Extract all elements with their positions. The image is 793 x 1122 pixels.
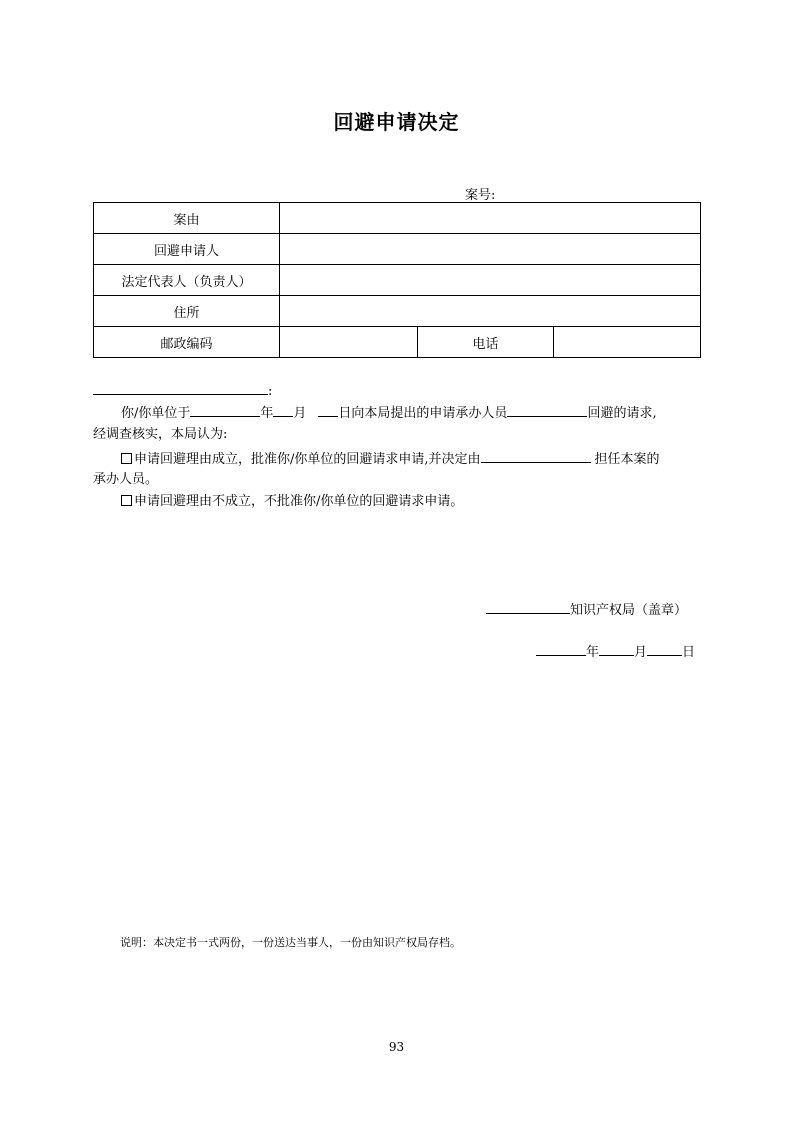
- applicant-value[interactable]: [280, 234, 701, 265]
- sign-month-label: 月: [634, 645, 648, 660]
- sign-month-blank[interactable]: [599, 641, 634, 656]
- option-1-line-2: [93, 470, 158, 490]
- sign-year-blank[interactable]: [536, 641, 586, 656]
- month-label: 月: [293, 406, 307, 421]
- phone-label: 电话: [418, 327, 554, 358]
- signature-date-line: [536, 641, 695, 663]
- addressee-blank[interactable]: [93, 380, 268, 395]
- postcode-label: 邮政编码: [94, 327, 280, 358]
- assigned-staff-blank[interactable]: [481, 448, 591, 463]
- day-blank[interactable]: [318, 402, 338, 417]
- option-2-line: [121, 492, 463, 512]
- month-blank[interactable]: [273, 402, 293, 417]
- p1-mid-text: 日向本局提出的申请承办人员: [338, 406, 508, 421]
- reason-label: 案由: [94, 203, 280, 234]
- sign-day-blank[interactable]: [647, 641, 682, 656]
- sign-year-label: 年: [586, 645, 600, 660]
- table-row: [94, 203, 701, 234]
- reject-checkbox[interactable]: [121, 495, 132, 506]
- paragraph-1-line-2: [93, 425, 227, 445]
- table-row: [94, 234, 701, 265]
- opt1-start-text: 申请回避理由成立，批准你/你单位的回避请求申请,并决定由: [134, 452, 481, 467]
- info-table: [93, 202, 701, 358]
- option-1-line-1: [121, 448, 660, 470]
- opt2-text: 申请回避理由不成立，不批准你/你单位的回避请求申请。: [134, 494, 464, 509]
- staff-name-blank[interactable]: [507, 402, 587, 417]
- p1-start-text: 你/你单位于: [121, 406, 191, 421]
- p1-line2-text: 经调查核实，本局认为:: [93, 427, 228, 442]
- footer-note: 说明：本决定书一式两份，一份送达当事人，一份由知识产权局存档。: [120, 936, 461, 949]
- postcode-value[interactable]: [280, 327, 418, 358]
- year-label: 年: [260, 406, 274, 421]
- signature-office-line: [486, 599, 687, 621]
- sign-day-label: 日: [682, 645, 696, 660]
- approve-checkbox[interactable]: [121, 453, 132, 464]
- legal-rep-label: 法定代表人（负责人）: [94, 265, 280, 296]
- table-row: [94, 296, 701, 327]
- address-value[interactable]: [280, 296, 701, 327]
- opt1-end-text: 担任本案的: [594, 452, 660, 467]
- page-title: 回避申请决定: [333, 110, 460, 134]
- legal-rep-value[interactable]: [280, 265, 701, 296]
- paragraph-1-line-1: [121, 402, 657, 424]
- table-row: [94, 327, 701, 358]
- year-blank[interactable]: [190, 402, 260, 417]
- reason-value[interactable]: [280, 203, 701, 234]
- opt1-line2-text: 承办人员。: [93, 472, 159, 487]
- address-label: 住所: [94, 296, 280, 327]
- case-number-label: 案号:: [465, 188, 496, 203]
- applicant-label: 回避申请人: [94, 234, 280, 265]
- office-label: 知识产权局（盖章）: [570, 603, 688, 618]
- page-number: 93: [388, 1040, 405, 1054]
- phone-value[interactable]: [554, 327, 701, 358]
- office-name-blank[interactable]: [486, 599, 570, 614]
- p1-end-text: 回避的请求,: [587, 406, 657, 421]
- addressee-line: [93, 380, 272, 402]
- addressee-colon: :: [268, 384, 273, 399]
- table-row: [94, 265, 701, 296]
